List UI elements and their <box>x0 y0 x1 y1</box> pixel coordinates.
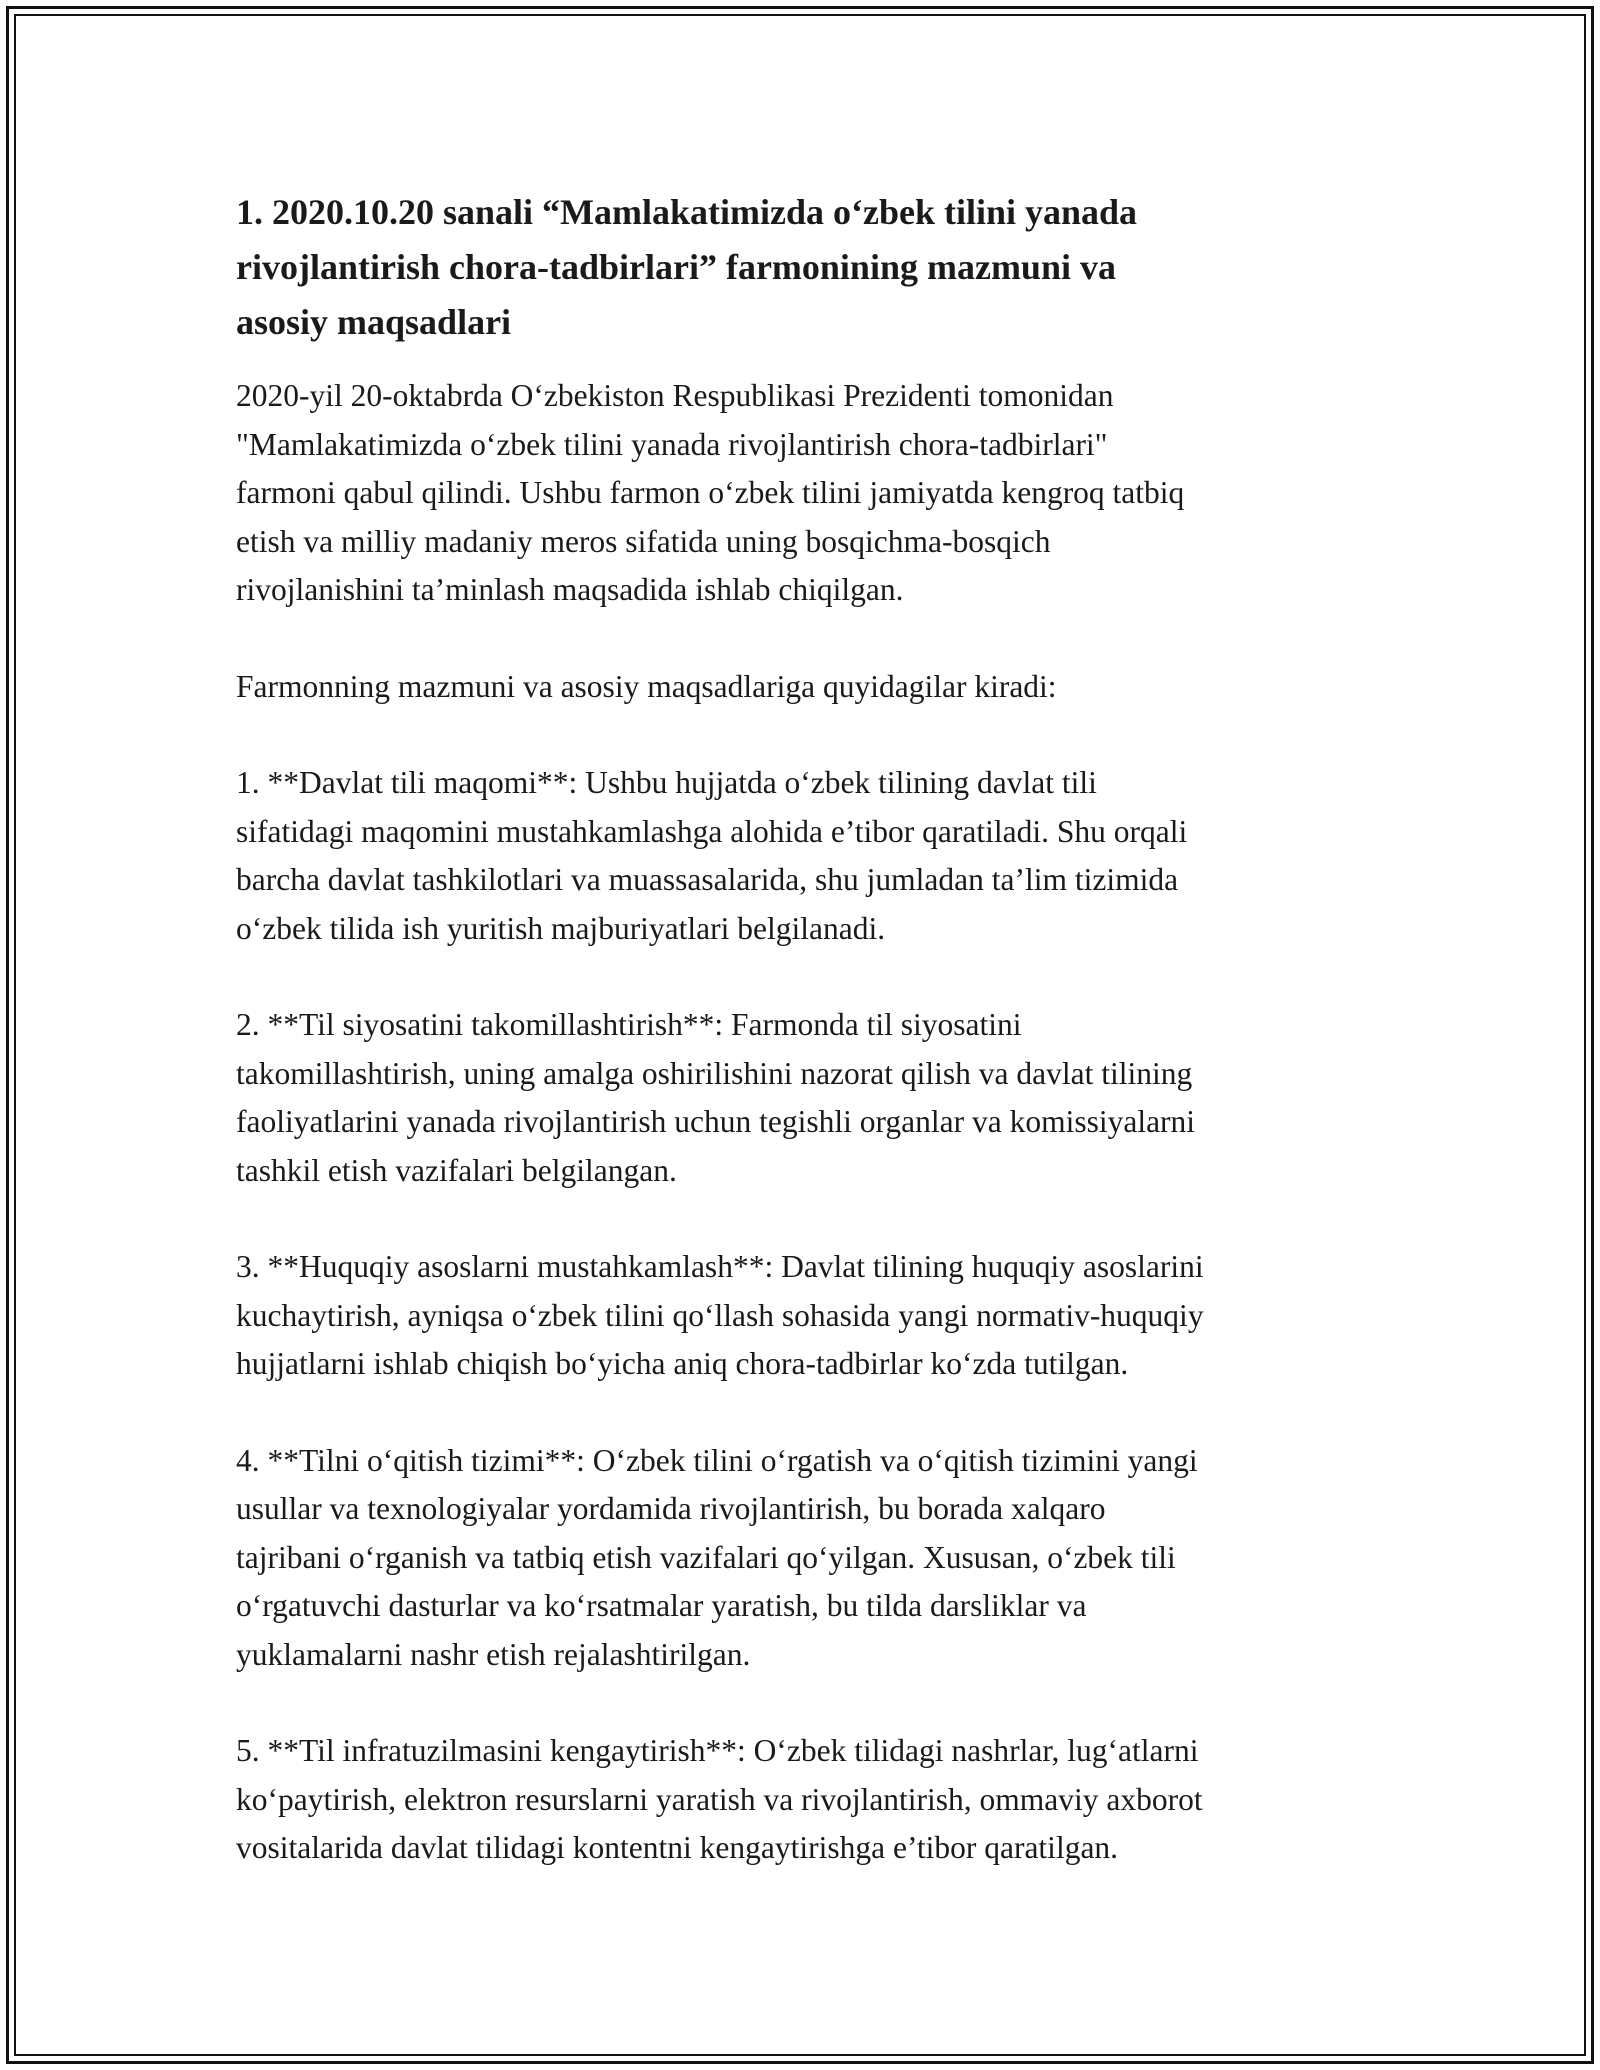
text-line: 4. **Tilni oʻqitish tizimi**: Oʻzbek tilini oʻrgatish va oʻqitish tizimini yangi <box>236 1442 1198 1478</box>
text-line: tajribani oʻrganish va tatbiq etish vazifalari qoʻyilgan. Xususan, oʻzbek tili <box>236 1539 1176 1575</box>
list-item-paragraph <box>236 759 1396 953</box>
text-line: kuchaytirish, ayniqsa oʻzbek tilini qoʻllash sohasida yangi normativ-huquqiy <box>236 1297 1204 1333</box>
list-item-paragraph <box>236 1727 1396 1873</box>
text-line: hujjatlarni ishlab chiqish boʻyicha aniq chora-tadbirlar koʻzda tutilgan. <box>236 1346 1129 1381</box>
text-line: 5. **Til infratuzilmasini kengaytirish**: Oʻzbek tilidagi nashrlar, lugʻatlarni <box>236 1733 1199 1768</box>
text-line: etish va milliy madaniy meros sifatida uning bosqichma-bosqich <box>236 523 1051 559</box>
text-line: sifatidagi maqomini mustahkamlashga alohida e’tibor qaratiladi. Shu orqali <box>236 813 1188 849</box>
summary-lead-paragraph <box>236 663 1396 712</box>
text-line: faoliyatlarini yanada rivojlantirish uchun tegishli organlar va komissiyalarni <box>236 1104 1196 1139</box>
text-line: 2. **Til siyosatini takomillashtirish**: Farmonda til siyosatini <box>236 1007 1022 1042</box>
text-line: 1. **Davlat tili maqomi**: Ushbu hujjatda oʻzbek tilining davlat tili <box>236 765 1097 800</box>
text-line: oʻzbek tilida ish yuritish majburiyatlari belgilanadi. <box>236 910 886 946</box>
title-line: rivojlantirish chora-tadbirlari” farmonining mazmuni va <box>236 247 1116 287</box>
text-line: takomillashtirish, uning amalga oshirilishini nazorat qilish va davlat tilining <box>236 1055 1193 1091</box>
text-line: 2020-yil 20-oktabrda Oʻzbekiston Respublikasi Prezidenti tomonidan <box>236 378 1114 413</box>
text-line: farmoni qabul qilindi. Ushbu farmon oʻzbek tilini jamiyatda kengroq tatbiq <box>236 475 1185 510</box>
list-item-paragraph <box>236 1437 1396 1680</box>
document-title <box>236 185 1396 350</box>
text-line: tashkil etish vazifalari belgilangan. <box>236 1152 677 1188</box>
text-line: rivojlanishini ta’minlash maqsadida ishlab chiqilgan. <box>236 572 904 607</box>
title-line: 1. 2020.10.20 sanali “Mamlakatimizda oʻzbek tilini yanada <box>236 192 1138 232</box>
text-line: barcha davlat tashkilotlari va muassasalarida, shu jumladan ta’lim tizimida <box>236 862 1179 897</box>
text-line: oʻrgatuvchi dasturlar va koʻrsatmalar yaratish, bu tilda darsliklar va <box>236 1588 1087 1623</box>
intro-paragraph <box>236 372 1396 615</box>
text-line: yuklamalarni nashr etish rejalashtirilgan. <box>236 1636 751 1672</box>
text-line: vositalarida davlat tilidagi kontentni kengaytirishga e’tibor qaratilgan. <box>236 1830 1119 1865</box>
title-line: asosiy maqsadlari <box>236 302 512 342</box>
document-body <box>236 185 1396 1921</box>
list-item-paragraph <box>236 1001 1396 1195</box>
text-line: Farmonning mazmuni va asosiy maqsadlariga quyidagilar kiradi: <box>236 668 1057 704</box>
text-line: koʻpaytirish, elektron resurslarni yaratish va rivojlantirish, ommaviy axborot <box>236 1781 1203 1817</box>
text-line: 3. **Huquqiy asoslarni mustahkamlash**: Davlat tilining huquqiy asoslarini <box>236 1249 1204 1284</box>
text-line: usullar va texnologiyalar yordamida rivojlantirish, bu borada xalqaro <box>236 1491 1106 1526</box>
text-line: "Mamlakatimizda oʻzbek tilini yanada rivojlantirish chora-tadbirlari" <box>236 426 1108 462</box>
list-item-paragraph <box>236 1243 1396 1389</box>
